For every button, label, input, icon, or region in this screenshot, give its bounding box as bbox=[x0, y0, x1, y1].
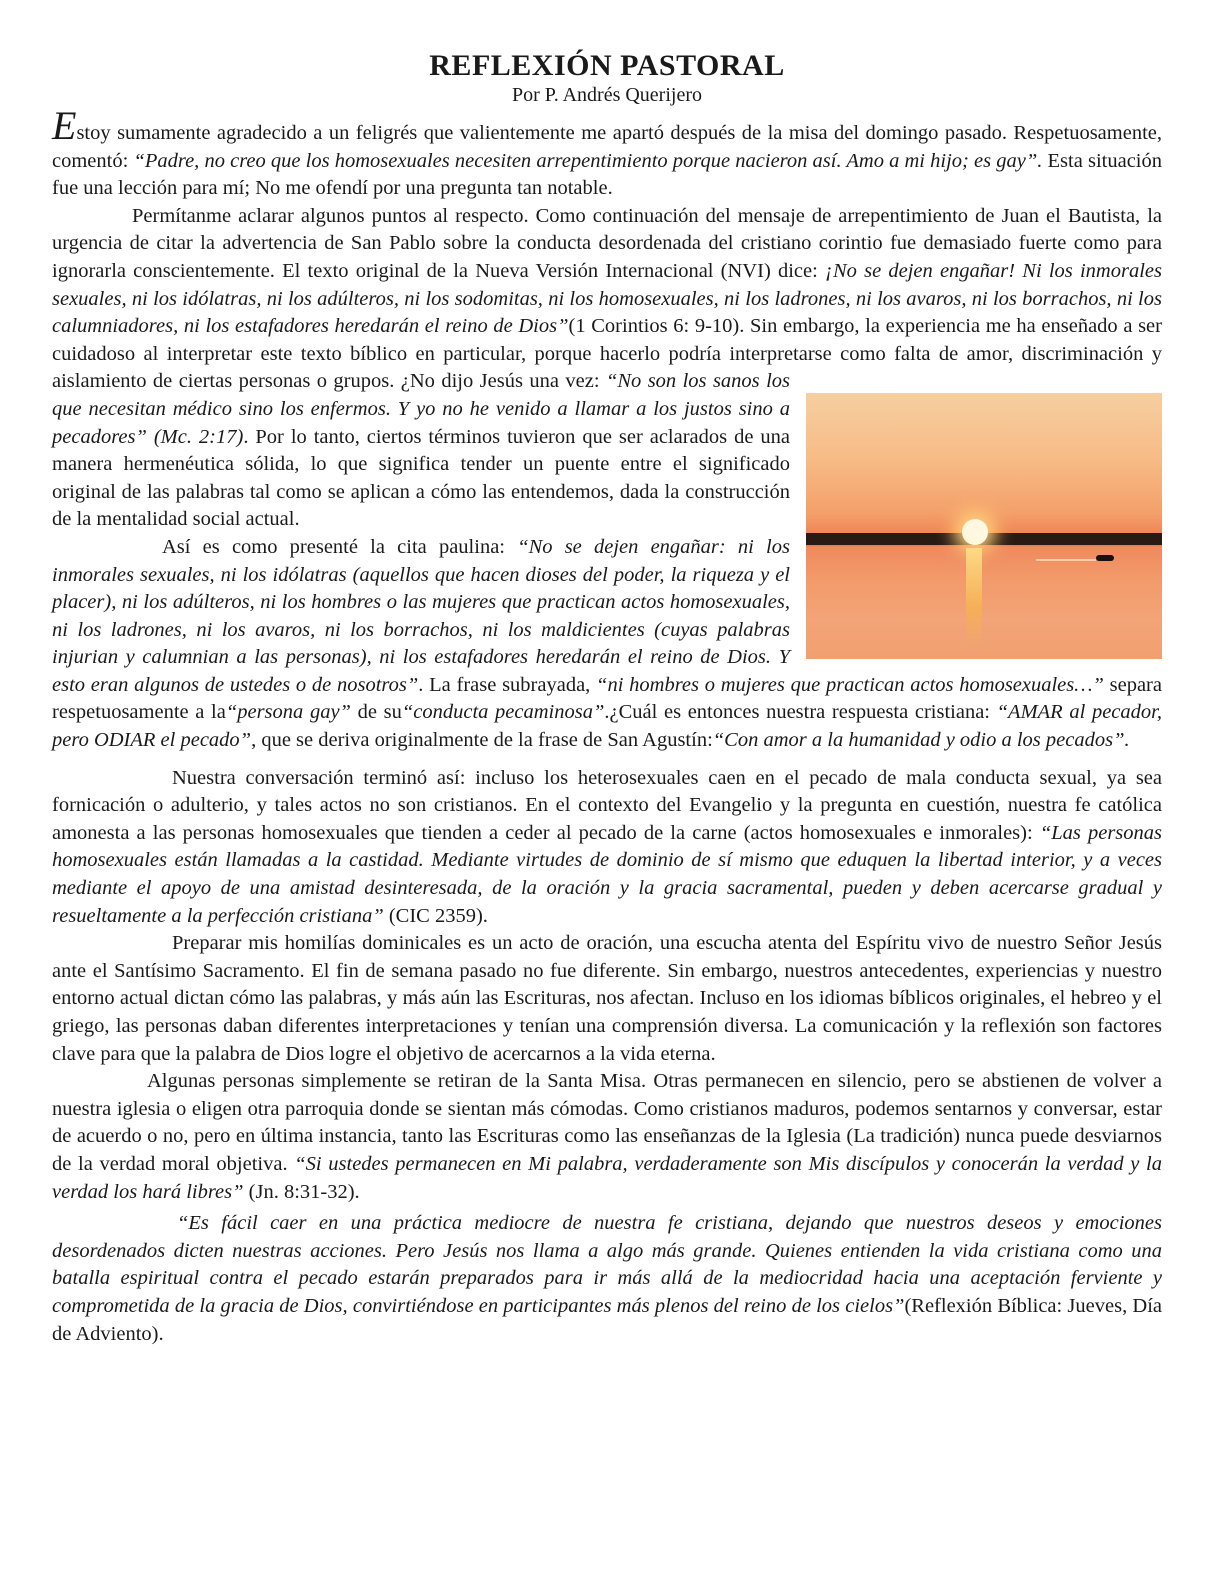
quote: “AMAR al pecador, pero ODIAR el pecado” bbox=[52, 701, 1162, 752]
boat-wake bbox=[1036, 559, 1096, 561]
paragraph-1: Estoy sumamente agradecido a un feligrés que valientemente me apartó después de la misa del domingo pasado. Respetuosamente, comentó: “Padre, no creo que los homosexuales necesiten arrepentimiento porque nacieron así. Amo a mi hijo; es gay”. Esta situación fue una lección para mí; No me ofendí por una pregunta tan notable. bbox=[52, 103, 1162, 200]
quote: “Si ustedes permanecen en Mi palabra, verdaderamente son Mis discípulos y conocerán la verdad y la verdad los hará libres” bbox=[52, 1152, 1162, 1203]
paragraph-3: Así es como presenté la cita paulina: “No se dejen engañar: ni los inmorales sexuales, ni los idólatras (aquellos que hacen dioses del poder, la riqueza y el placer), ni los adúlteros, ni los hombres o las mujeres que practican actos homosexuales, ni los ladrones, ni los avaros, ni los borrachos, ni los maldicientes (cuyas palabras injurian y calumnian a las personas), ni los estafadores heredarán el reino de Dios. Y esto eran algunos de ustedes o de nosotros”. La frase subrayada, “ni hombres o mujeres que practican actos homosexuales…” separa respetuosamente a la“persona gay” de su“conducta pecaminosa”.¿Cuál es entonces nuestra respuesta cristiana: “AMAR al pecador, pero ODIAR el pecado”, que se deriva originalmente de la frase de San Agustín:“Con amor a la humanidad y odio a los pecados”. bbox=[52, 535, 1162, 752]
paragraph-7: “Es fácil caer en una práctica mediocre de nuestra fe cristiana, dejando que nuestros deseos y emociones desordenados dicten nuestras acciones. Pero Jesús nos llama a algo más grande. Quienes entienden la vida cristiana como una batalla espiritual contra el pecado estarán preparados para ir más allá de la mediocridad hacia una aceptación ferviente y comprometida de la gracia de Dios, convirtiéndose en participantes más plenos del reino de los cielos”(Reflexión Bíblica: Jueves, Día de Adviento). bbox=[52, 1212, 1162, 1345]
quote: “No se dejen engañar: ni los inmorales sexuales, ni los idólatras (aquellos que hacen dioses del poder, la riqueza y el placer), ni los adúlteros, ni los hombres o las mujeres que practican actos homosexuales, ni los ladrones, ni los avaros, ni los borrachos, ni los maldicientes (cuyas palabras injurian y calumnian a las personas), ni los estafadores heredarán el reino de Dios. Y esto eran algunos de ustedes o de nosotros” bbox=[52, 535, 790, 696]
paragraph-2: Permítanme aclarar algunos puntos al respecto. Como continuación del mensaje de arrepentimiento de Juan el Bautista, la urgencia de citar la advertencia de San Pablo sobre la conducta desordenada del cristiano corintio fue demasiado fuerte como para ignorarla conscientemente. El texto original de la Nueva Versión Internacional (NVI) dice: ¡No se dejen engañar! Ni los inmorales sexuales, ni los idólatras, ni los adúlteros, ni los sodomitas, ni los homosexuales, ni los ladrones, ni los avaros, ni los borrachos, ni los calumniadores, ni los estafadores heredarán el reino de Dios”(1 Corintios 6: 9-10). Sin embargo, la experiencia me ha enseñado a ser cuidadoso al interpretar este texto bíblico en particular, porque hacerlo podría interpretarse como falta de amor, discriminación y aislamiento de ciertas personas o grupos. ¿No dijo Jesús una vez: “No son los sanos los que necesitan médico sino los enfermos. Y yo no he venido a llamar a los justos sino a pecadores” (Mc. 2:17). Por lo tanto, ciertos términos tuvieron que ser aclarados de una manera hermenéutica sólida, lo que significa tender un puente entre el significado original de las palabras tal como se aplican a cómo las entendemos, dada la construcción de la mentalidad social actual. bbox=[52, 203, 1162, 534]
paragraph-5: Preparar mis homilías dominicales es un acto de oración, una escucha atenta del Espíritu vivo de nuestro Señor Jesús ante el Santísimo Sacramento. El fin de semana pasado no fue diferente. Sin embargo, nuestros antecedentes, experiencias y nuestro entorno actual dictan cómo las palabras, y más aún las Escrituras, nos afectan. Incluso en los idiomas bíblicos originales, el hebreo y el griego, las personas daban diferentes interpretaciones y tenían una comprensión diversa. La comunicación y la reflexión son factores clave para que la palabra de Dios logre el objetivo de acercarnos a la vida eterna. bbox=[52, 932, 1162, 1065]
quote: “Con amor a la humanidad y odio a los pecados”. bbox=[712, 729, 1130, 752]
article bbox=[52, 48, 1162, 1348]
quote: “Es fácil caer en una práctica mediocre de nuestra fe cristiana, dejando que nuestros deseos y emociones desordenados dicten nuestras acciones. Pero Jesús nos llama a algo más grande. Quienes entienden la vida cristiana como una batalla espiritual contra el pecado estarán preparados para ir más allá de la mediocridad hacia una aceptación ferviente y comprometida de la gracia de Dios, convirtiéndose en participantes más plenos del reino de los cielos” bbox=[52, 1212, 1162, 1317]
quote: “No son los sanos los que necesitan médico sino los enfermos. Y yo no he venido a llamar a los justos sino a pecadores” (Mc. 2:17) bbox=[52, 370, 790, 448]
page-title: REFLEXIÓN PASTORAL bbox=[429, 49, 785, 82]
sunset-over-lake-photo bbox=[806, 393, 1162, 659]
paragraph-4: Nuestra conversación terminó así: incluso los heterosexuales caen en el pecado de mala conducta sexual, ya sea fornicación o adulterio, y tales actos no son cristianos. En el contexto del Evangelio y la pregunta en cuestión, nuestra fe católica amonesta a las personas homosexuales que tienden a ceder al pecado de la carne (actos homosexuales e inmorales): “Las personas homosexuales están llamadas a la castidad. Mediante virtudes de dominio de sí mismo que eduquen la libertad interior, y a veces mediante el apoyo de una amistad desinteresada, de la oración y la gracia sacramental, pueden y deben acercarse gradual y resueltamente a la perfección cristiana” (CIC 2359). bbox=[52, 766, 1163, 927]
quote: ¡No se dejen engañar! Ni los inmorales sexuales, ni los idólatras, ni los adúlteros, ni los sodomitas, ni los homosexuales, ni los ladrones, ni los avaros, ni los borrachos, ni los calumniadores, ni los estafadores heredarán el reino de Dios” bbox=[52, 259, 1162, 338]
quote: “Las personas homosexuales están llamadas a la castidad. Mediante virtudes de dominio de sí mismo que eduquen la libertad interior, y a veces mediante el apoyo de una amistad desinteresada, de la oración y la gracia sacramental, pueden y deben acercarse gradual y resueltamente a la perfección cristiana” bbox=[52, 821, 1163, 927]
byline: Por P. Andrés Querijero bbox=[512, 84, 702, 106]
quote: “conducta pecaminosa” bbox=[401, 701, 605, 724]
quote: “persona gay” bbox=[225, 701, 351, 724]
quote: “ni hombres o mujeres que practican actos homosexuales…” bbox=[596, 673, 1104, 696]
drop-cap: E bbox=[52, 103, 77, 148]
boat-icon bbox=[1096, 555, 1114, 561]
quote: “Padre, no creo que los homosexuales necesiten arrepentimiento porque nacieron así. Amo a mi hijo; es gay”. bbox=[133, 149, 1043, 172]
sun-reflection bbox=[966, 548, 982, 648]
paragraph-6: Algunas personas simplemente se retiran de la Santa Misa. Otras permanecen en silencio, pero se abstienen de volver a nuestra iglesia o eligen otra parroquia donde se sientan más cómodas. Como cristianos maduros, podemos sentarnos y conversar, estar de acuerdo o no, pero en última instancia, tanto las Escrituras como las enseñanzas de la Iglesia (La tradición) nunca puede desviarnos de la verdad moral objetiva. “Si ustedes permanecen en Mi palabra, verdaderamente son Mis discípulos y conocerán la verdad y la verdad los hará libres” (Jn. 8:31-32). bbox=[52, 1070, 1162, 1203]
